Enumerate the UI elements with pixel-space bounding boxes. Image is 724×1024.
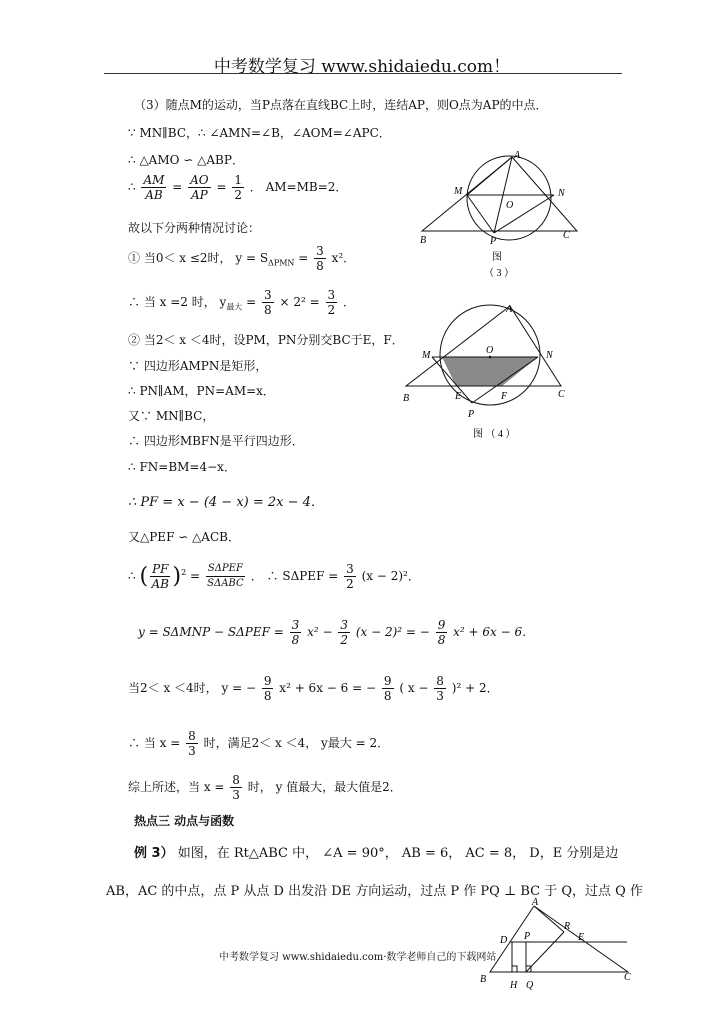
svg-text:E: E	[578, 932, 585, 943]
svg-text:图 （ 4 ）: 图 （ 4 ）	[473, 429, 516, 440]
text-line-9: ∵ 四边形AMPN是矩形，	[128, 359, 268, 373]
text-line-5: 故以下分两种情况讨论：	[128, 221, 261, 235]
text-line-1: （3）随点M的运动，当P点落在直线BC上时，连结AP，则O点为AP的中点．	[134, 98, 548, 112]
text-line-17: y = SΔMNP − SΔPEF = $\frac{3}{8}$ x² − $\frac{3}{2}$ (x − 2)² = − $\frac{9}{8}$ x² + 6x − 6．	[138, 618, 535, 647]
svg-text:B: B	[403, 393, 410, 404]
svg-text:M: M	[454, 186, 463, 197]
svg-text:（ 3 ）: （ 3 ）	[484, 268, 514, 279]
text-line-8: ② 当2＜ x ＜4时，设PM，PN分别交BC于E，F．	[128, 333, 404, 347]
svg-text:M: M	[422, 350, 431, 361]
page-header: 中考数学复习 www.shidaiedu.com！	[213, 57, 511, 77]
svg-text:A: A	[506, 304, 513, 315]
section-heading: 热点三 动点与函数	[134, 814, 235, 828]
text-line-16: ∴ ( $\frac{PF}{AB}$ )$^2$ = $\frac{\text{SΔPEF}}{\text{SΔABC}}$ ． ∴ SΔPEF = $\frac{3}{2}$ (x − 2)²．	[128, 562, 420, 591]
svg-text:A: A	[532, 897, 539, 908]
svg-text:H: H	[510, 980, 518, 991]
svg-text:C: C	[558, 389, 565, 400]
svg-text:B: B	[420, 235, 427, 246]
text-line-10: ∴ PN∥AM，PN=AM=x．	[128, 384, 275, 398]
text-line-12: ∴ 四边形MBFN是平行四边形．	[128, 434, 304, 448]
svg-text:D: D	[500, 935, 508, 946]
svg-text:R: R	[564, 921, 571, 932]
example-line-1: 例 3） 如图，在 Rt△ABC 中， ∠A = 90°， AB = 6， AC = 8， D，E 分别是边	[134, 846, 619, 861]
text-line-20: 综上所述，当 x = $\frac{8}{3}$ 时， y 值最大，最大值是2．	[128, 773, 402, 802]
text-line-13: ∴ FN=BM=4−x．	[128, 460, 236, 474]
svg-text:P: P	[468, 409, 475, 420]
header-rule	[104, 73, 622, 74]
text-line-11: 又∵ MN∥BC，	[128, 409, 215, 423]
svg-text:O: O	[486, 345, 494, 356]
svg-text:N: N	[558, 188, 565, 199]
svg-text:C: C	[624, 972, 631, 983]
text-line-14: ∴ PF = x − (4 − x) = 2x − 4．	[128, 495, 324, 510]
fig4-shaded-region	[442, 357, 538, 386]
text-line-3: ∴ △AMO ∽ △ABP．	[128, 153, 244, 167]
text-line-4: ∴ $\frac{AM}{AB}$ = $\frac{AO}{AP}$ = $\frac{1}{2}$ ． AM=MB=2．	[128, 173, 348, 202]
svg-text:E: E	[455, 391, 462, 402]
svg-text:图: 图	[492, 252, 502, 263]
example-line-2: AB，AC 的中点，点 P 从点 D 出发沿 DE 方向运动，过点 P 作 PQ ⊥ BC 于 Q，过点 Q 作	[106, 884, 643, 899]
figure-5	[472, 896, 644, 996]
figure-3	[412, 148, 592, 288]
text-line-2: ∵ MN∥BC，∴ ∠AMN=∠B，∠AOM=∠APC．	[128, 126, 391, 140]
text-line-15: 又△PEF ∽ △ACB．	[128, 530, 240, 544]
svg-text:P: P	[524, 931, 531, 942]
page-footer: 中考数学复习 www.shidaiedu.com·数学老师自己的下载网站	[219, 952, 497, 963]
text-line-7: ∴ 当 x =2 时， $y_{最大}$ = $\frac{3}{8}$ × 2² = $\frac{3}{2}$ ．	[128, 288, 355, 317]
svg-text:F: F	[501, 391, 508, 402]
text-line-6: ① 当0＜ x ≤2时， $y = S_{\Delta PMN}$ = $\frac{3}{8}$ x²．	[128, 244, 356, 273]
svg-text:C: C	[563, 230, 570, 241]
svg-text:B: B	[480, 974, 487, 985]
svg-text:N: N	[546, 350, 553, 361]
svg-text:O: O	[506, 200, 514, 211]
svg-text:Q: Q	[526, 980, 534, 991]
figure-4	[398, 300, 573, 450]
text-line-18: 当2＜ x ＜4时， y = − $\frac{9}{8}$ x² + 6x − 6 = − $\frac{9}{8}$ ( x − $\frac{8}{3}$ )² + 2．	[128, 674, 499, 703]
text-line-19: ∴ 当 x = $\frac{8}{3}$ 时，满足2＜ x ＜4， y最大 = 2．	[128, 729, 390, 758]
svg-text:P: P	[490, 236, 497, 247]
fig3-label: A	[514, 150, 521, 161]
